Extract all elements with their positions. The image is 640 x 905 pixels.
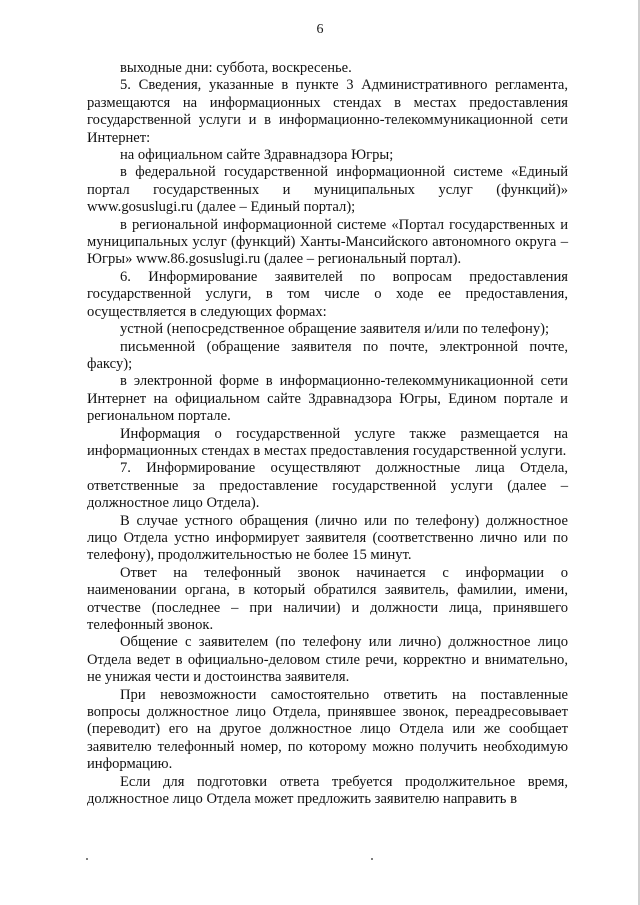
paragraph-weekend: выходные дни: суббота, воскресенье.	[120, 60, 352, 76]
paragraph-official-site: на официальном сайте Здравнадзора Югры;	[120, 147, 394, 164]
paragraph-redirect: При невозможности самостоятельно ответить на поставленные вопросы должностное лицо Отдела, принявшее звонок, переадресовывает (переводит) его на другое должностное лицо Отдела или же сообщает заявителю телефонный номер, по которому можно получить необходимую информацию.	[87, 686, 568, 773]
paragraph-item-6: 6. Информирование заявителей по вопросам предоставления государственной услуги, в том числе о ходе ее предоставления, осуществляется в следующих формах:	[87, 268, 568, 320]
paragraph-item-5: 5. Сведения, указанные в пункте 3 Административного регламента, размещаются на информационных стендах в местах предоставления государственной услуги и в информационно-телекоммуникационной сети Интернет:	[87, 77, 568, 146]
paragraph-item-7: 7. Информирование осуществляют должностные лица Отдела, ответственные за предоставление государственной услуги (далее – должностное лицо Отдела).	[87, 460, 568, 512]
paragraph-written-form: письменной (обращение заявителя по почте, электронной почте, факсу);	[87, 338, 568, 372]
paragraph-regional-portal: в региональной информационной системе «Портал государственных и муниципальных услуг (функций) Ханты-Мансийского автономного округа – Югры» www.86.gosuslugi.ru (далее – региональный портал).	[87, 216, 568, 268]
document-body	[87, 60, 568, 808]
scan-speck-right	[371, 858, 373, 860]
scan-speck-left	[86, 858, 88, 860]
paragraph-long-answer: Если для подготовки ответа требуется продолжительное время, должностное лицо Отдела может предложить заявителю направить в	[87, 773, 568, 808]
paragraph-federal-portal: в федеральной государственной информационной системе «Единый портал государственных и муниципальных услуг (функций)» www.gosuslugi.ru (далее – Единый портал);	[87, 164, 568, 216]
paragraph-oral-request: В случае устного обращения (лично или по телефону) должностное лицо Отдела устно информирует заявителя (соответственно лично или по телефону), продолжительностью не более 15 минут.	[87, 512, 568, 564]
paragraph-communication-style: Общение с заявителем (по телефону или лично) должностное лицо Отдела ведет в официально-деловом стиле речи, корректно и внимательно, не унижая чести и достоинства заявителя.	[87, 634, 568, 686]
paragraph-info-stands: Информация о государственной услуге также размещается на информационных стендах в местах предоставления государственной услуги.	[87, 425, 568, 459]
paragraph-oral-form: устной (непосредственное обращение заявителя и/или по телефону);	[120, 321, 550, 338]
paragraph-electronic-form: в электронной форме в информационно-телекоммуникационной сети Интернет на официальном сайте Здравнадзора Югры, Едином портале и региональном портале.	[87, 373, 568, 425]
paragraph-phone-answer: Ответ на телефонный звонок начинается с информации о наименовании органа, в который обратился заявитель, фамилии, имени, отчестве (последнее – при наличии) и должности лица, принявшего телефонный звонок.	[87, 564, 568, 633]
page-number: 6	[316, 22, 324, 37]
